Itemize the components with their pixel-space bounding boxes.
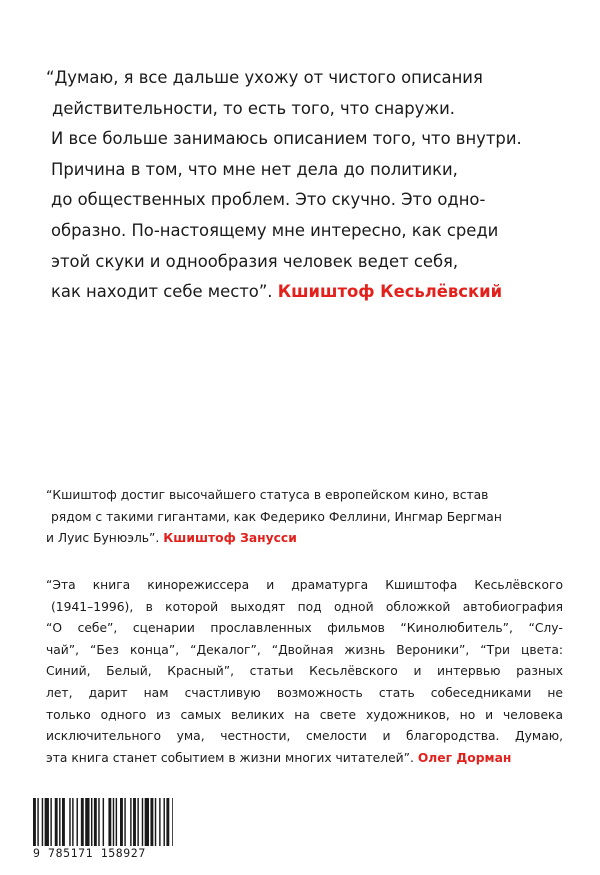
barcode-bar bbox=[77, 798, 78, 848]
second-quote bbox=[46, 485, 566, 550]
barcode-bar bbox=[45, 798, 49, 848]
third-quote-line: чай”, “Без конца”, “Декалог”, “Двойная жизнь Вероники”, “Три цвета: bbox=[46, 642, 563, 657]
barcode-bar bbox=[72, 798, 73, 848]
second-quote-author: Кшиштоф Занусси bbox=[163, 531, 297, 546]
barcode-bar bbox=[133, 798, 136, 848]
barcode-bar bbox=[150, 798, 153, 848]
barcode-bar bbox=[91, 798, 92, 848]
third-quote-line: “Эта книга кинорежиссера и драматурга Кшиштофа Кесьлёвского bbox=[46, 578, 563, 592]
barcode-bar bbox=[85, 798, 89, 848]
barcode-bar bbox=[94, 798, 97, 848]
main-quote-line: действительности, то есть того, что снаружи. bbox=[52, 98, 455, 118]
main-quote-line: этой скуки и однообразия человек ведет себя, bbox=[51, 251, 459, 271]
isbn-number: 9 785171 158927 bbox=[33, 846, 173, 860]
barcode-bar bbox=[103, 798, 104, 848]
barcode-bar bbox=[124, 798, 125, 848]
barcode-bar bbox=[59, 798, 60, 848]
third-quote-line: только одного из самых великих на свете художников, но и человека bbox=[46, 707, 563, 722]
barcode-bar bbox=[166, 798, 169, 848]
barcode-bar bbox=[81, 798, 84, 848]
second-quote-line: “Кшиштоф достиг высочайшего статуса в европейском кино, встав bbox=[46, 488, 489, 502]
barcode-bar bbox=[50, 798, 51, 848]
main-quote-line: Причина в том, что мне нет дела до политики, bbox=[51, 159, 458, 179]
third-quote-line: (1941–1996), в которой выходят под одной обложкой автобиография bbox=[51, 599, 563, 614]
barcode-bar bbox=[159, 798, 160, 848]
barcode-bar bbox=[137, 798, 138, 848]
barcode-bar bbox=[116, 798, 117, 848]
main-quote-line: образно. По-настоящему мне интересно, как среди bbox=[51, 220, 499, 240]
main-quote-line: И все больше занимаюсь описанием того, что внутри. bbox=[51, 129, 522, 149]
main-quote-line: как находит себе место”. bbox=[51, 282, 273, 302]
barcode-bar bbox=[33, 798, 36, 848]
third-quote-line: Синий, Белый, Красный”, статьи Кесьлёвского и интервью разных bbox=[46, 664, 563, 679]
third-quote-line: лет, дарит нам счастливую возможность стать собеседниками не bbox=[46, 685, 563, 700]
barcode-bar bbox=[42, 798, 43, 848]
third-quote-line: исключительного ума, честности, смелости и благородства. Думаю, bbox=[46, 729, 563, 744]
barcode-bar bbox=[113, 798, 114, 848]
main-quote-line: до общественных проблем. Это скучно. Это одно- bbox=[51, 190, 486, 210]
second-quote-line: и Луис Бунюэль”. bbox=[46, 531, 160, 546]
third-quote-author: Олег Дорман bbox=[417, 750, 512, 765]
barcode-bar bbox=[69, 798, 70, 848]
barcode-bar bbox=[130, 798, 131, 848]
barcode-bar bbox=[62, 798, 65, 848]
barcode-bar bbox=[164, 798, 165, 848]
barcode-bar bbox=[142, 798, 143, 848]
main-quote bbox=[46, 63, 576, 308]
barcode-bar bbox=[155, 798, 156, 848]
barcode-bar bbox=[145, 798, 149, 848]
third-quote-line: эта книга станет событием в жизни многих читателей”. bbox=[46, 750, 414, 765]
barcode-bar bbox=[120, 798, 123, 848]
barcode-bar bbox=[172, 798, 173, 848]
barcode-bar bbox=[98, 798, 99, 848]
barcode-bars bbox=[33, 798, 173, 848]
main-quote-author: Кшиштоф Кесьлёвский bbox=[277, 282, 503, 302]
second-quote-line: рядом с такими гигантами, как Федерико Феллини, Ингмар Бергман bbox=[51, 509, 502, 524]
barcode-bar bbox=[37, 798, 38, 848]
barcode-bar bbox=[55, 798, 58, 848]
third-quote-line: “О себе”, сценарии прославленных фильмов “Кинолюбитель”, “Слу- bbox=[46, 621, 563, 636]
barcode-bar bbox=[108, 798, 111, 848]
third-quote bbox=[46, 575, 563, 769]
main-quote-line: “Думаю, я все дальше ухожу от чистого описания bbox=[46, 68, 483, 87]
